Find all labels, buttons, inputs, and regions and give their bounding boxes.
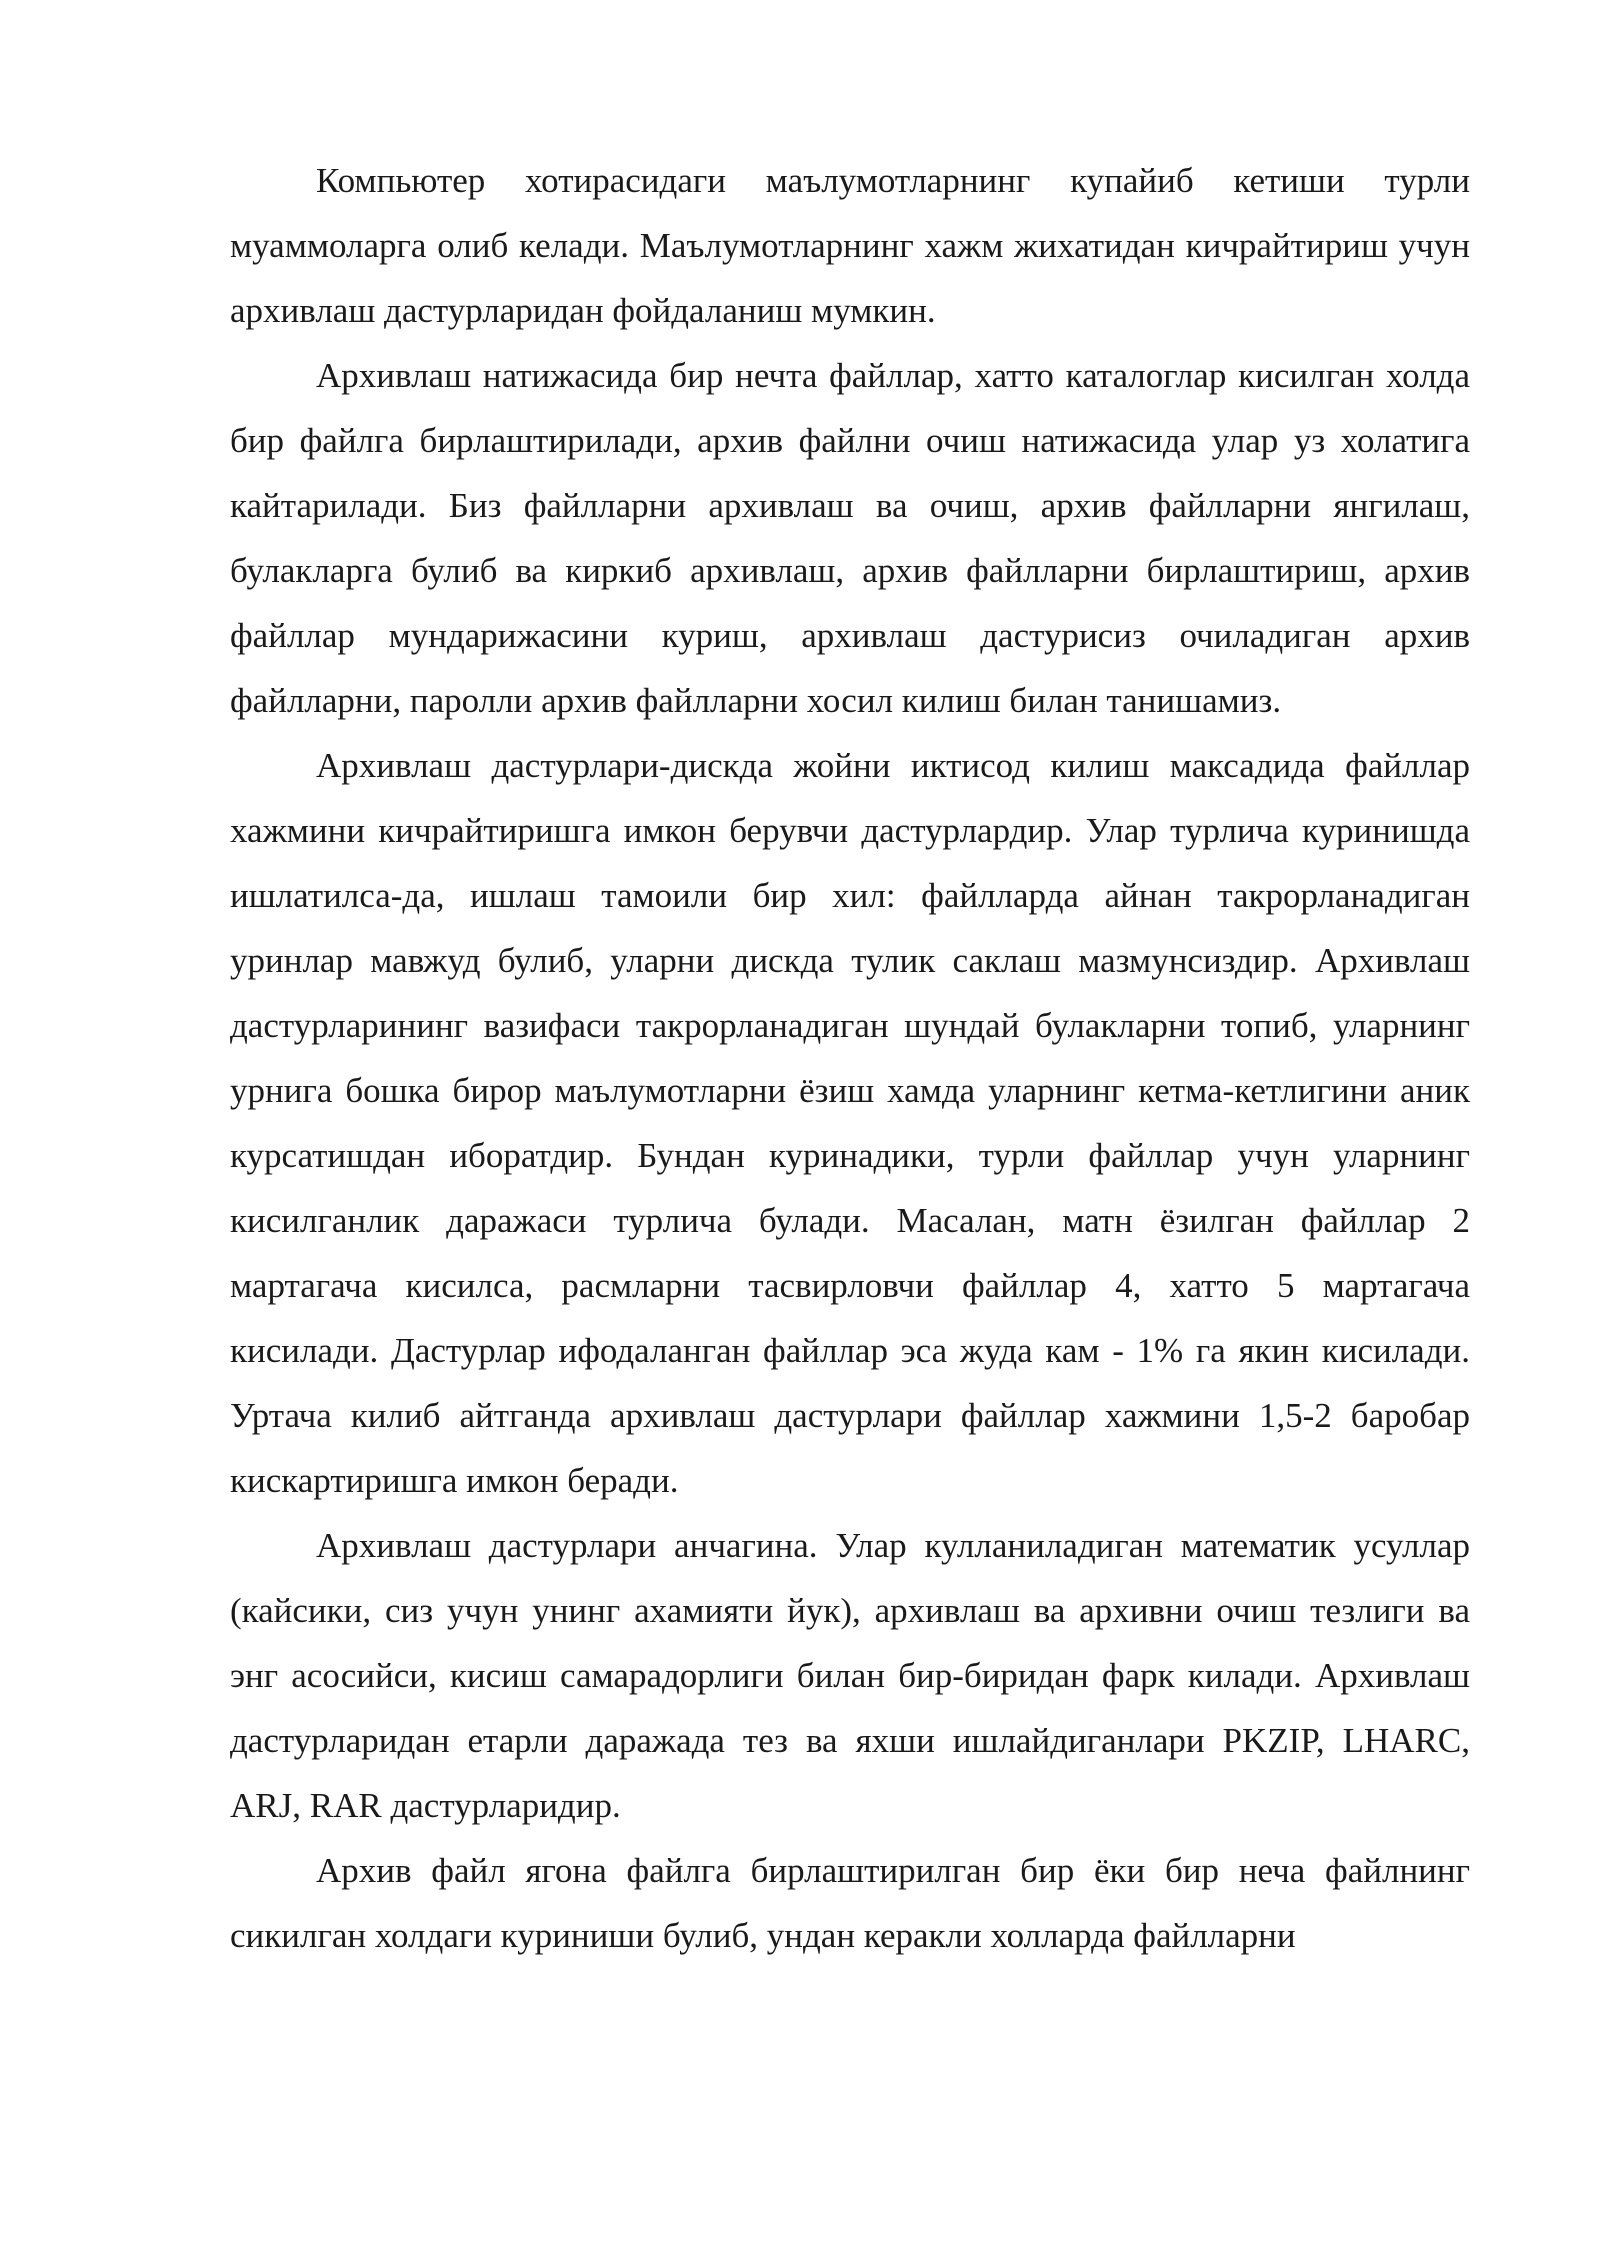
paragraph-2: Архивлаш натижасида бир нечта файллар, хатто каталоглар кисилган холда бир файлга бирлаштирилади, архив файлни очиш натижасида улар уз холатига кайтарилади. Биз файлларни архивлаш ва очиш, архив файлларни янгилаш, булакларга булиб ва киркиб архивлаш, архив файлларни бирлаштириш, архив файллар мундарижасини куриш, архивлаш дастурисиз очиладиган архив файлларни, паролли архив файлларни хосил килиш билан танишамиз. (230, 356, 1470, 720)
paragraph-5: Архив файл ягона файлга бирлаштирилган бир ёки бир неча файлнинг сикилган холдаги куриниши булиб, ундан керакли холларда файлларни (230, 1851, 1470, 1955)
document-page (230, 148, 1470, 1968)
paragraph-3: Архивлаш дастурлари-дискда жойни иктисод килиш максадида файллар хажмини кичрайтиришга имкон берувчи дастурлардир. Улар турлича куринишда ишлатилса-да, ишлаш тамоили бир хил: файлларда айнан такрорланадиган уринлар мавжуд булиб, уларни дискда тулик саклаш мазмунсиздир. Архивлаш дастурларининг вазифаси такрорланадиган шундай булакларни топиб, уларнинг урнига бошка бирор маълумотларни ёзиш хамда уларнинг кетма-кетлигини аник курсатишдан иборатдир. Бундан куринадики, турли файллар учун уларнинг кисилганлик даражаси турлича булади. Масалан, матн ёзилган файллар 2 мартагача кисилса, расмларни тасвирловчи файллар 4, хатто 5 мартагача кисилади. Дастурлар ифодаланган файллар эса жуда кам - 1% га якин кисилади. Уртача килиб айтганда архивлаш дастурлари файллар хажмини 1,5-2 баробар кискартиришга имкон беради. (230, 746, 1470, 1500)
paragraph-4: Архивлаш дастурлари анчагина. Улар кулланиладиган математик усуллар (кайсики, сиз учун унинг ахамияти йук), архивлаш ва архивни очиш тезлиги ва энг асосийси, кисиш самарадорлиги билан бир-биридан фарк килади. Архивлаш дастурларидан етарли даражада тез ва яхши ишлайдиганлари PKZIP, LHARC, ARJ, RAR дастурларидир. (230, 1526, 1470, 1825)
paragraph-1: Компьютер хотирасидаги маълумотларнинг купайиб кетиши турли муаммоларга олиб келади. Маълумотларнинг хажм жихатидан кичрайтириш учун архивлаш дастурларидан фойдаланиш мумкин. (230, 161, 1470, 330)
